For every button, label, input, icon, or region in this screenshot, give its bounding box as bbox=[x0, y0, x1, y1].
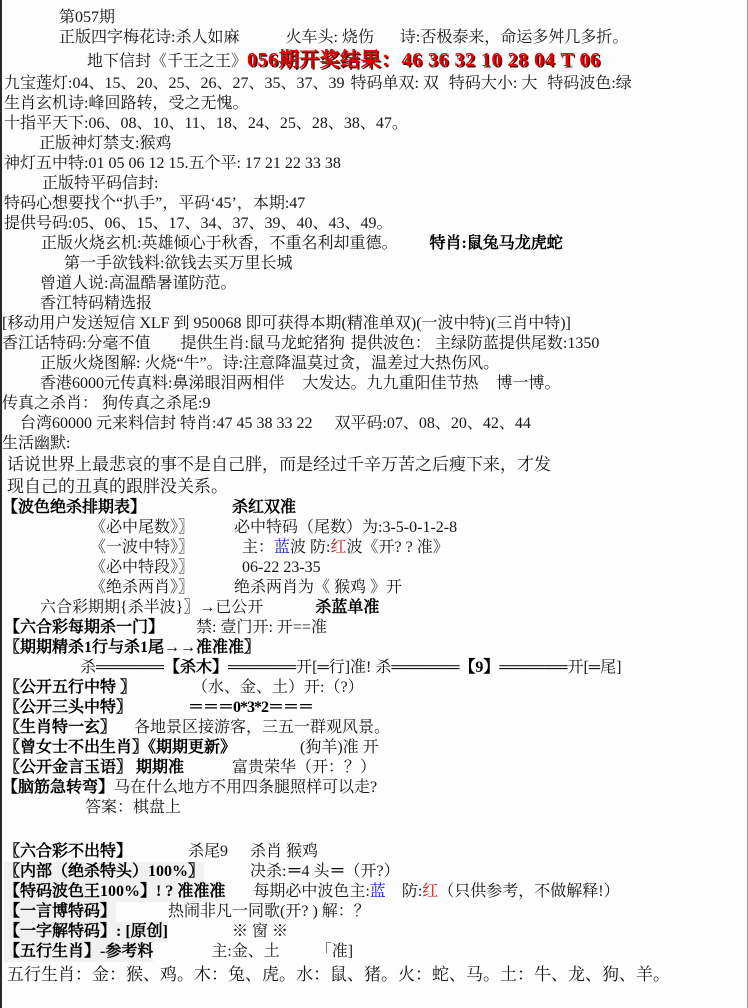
underground-envelope-result bbox=[2, 48, 747, 74]
no-special bbox=[2, 842, 747, 862]
text-segment: 台湾60000 元来料信封 特肖:47 45 38 33 22 bbox=[20, 415, 313, 432]
text-segment: 〖公开三头中特〗 bbox=[4, 699, 133, 716]
text-segment: 杀══════ bbox=[80, 659, 165, 676]
kill-two-zodiac bbox=[2, 578, 747, 598]
text-segment: 地下信封《千王之王》 bbox=[87, 53, 248, 70]
text-segment: 决杀: bbox=[250, 863, 287, 880]
text-segment: 杀蓝单准 bbox=[315, 599, 380, 616]
zodiac-mystery-poem bbox=[2, 94, 747, 114]
text-segment: 〖期期精杀1行与杀1尾→→准准准〗 bbox=[4, 639, 261, 656]
text-segment: 富贵荣华（开：？） bbox=[232, 759, 377, 776]
sms-notice bbox=[2, 314, 747, 334]
first-hand-money bbox=[2, 254, 747, 274]
xiangjiang-special-code bbox=[2, 334, 747, 354]
fire-diagram bbox=[2, 354, 747, 374]
life-humor-text-1 bbox=[2, 454, 747, 476]
text-segment: 《必中尾数》〗 bbox=[90, 519, 195, 536]
text-segment: 4 头 bbox=[301, 863, 330, 880]
text-segment: (狗羊)准 开 bbox=[300, 739, 379, 756]
text-segment: 正版火烧玄机:英雄倾心于秋香，不重名利却重德。 bbox=[41, 235, 398, 252]
draw-result-text: 056期开奖结果：46 36 32 10 28 04 T 06 bbox=[247, 49, 601, 71]
text-segment: 话说世界上最悲哀的事不是自己胖，而是经过千辛万苦之后瘦下来，才发 bbox=[7, 455, 551, 474]
five-elements-special bbox=[2, 678, 747, 698]
text-segment: 提供号码:05、06、15、17、34、37、39、40、43、49。 bbox=[4, 215, 393, 232]
text-segment: 蓝 bbox=[369, 883, 386, 900]
text-segment: ══════开[═行]准! 杀══════ bbox=[228, 659, 460, 676]
text-segment: 大发达。九九重阳佳节热 bbox=[302, 375, 479, 392]
one-phrase-special bbox=[2, 902, 747, 922]
hk-fax-material bbox=[2, 374, 747, 394]
text-segment: ＝＝＝0*3*2＝＝＝ bbox=[188, 699, 314, 716]
text-segment: 特肖:鼠兔马龙虎蛇 bbox=[429, 235, 563, 252]
text-segment: 【波色绝杀排期表】 bbox=[2, 499, 147, 516]
text-segment: 答案：棋盘上 bbox=[85, 799, 182, 816]
kill-row-and-tail bbox=[2, 638, 747, 658]
taiwan-material bbox=[2, 414, 747, 434]
text-segment: 曾道人说:高温酷暑谨防范。 bbox=[40, 275, 237, 292]
text-segment: 正版特平码信封: bbox=[42, 175, 159, 192]
text-segment: 第057期 bbox=[59, 9, 116, 26]
text-segment: 《必中特段》〗 bbox=[90, 559, 195, 576]
text-segment: 热闹非凡一同歌(开? ) 解：？ bbox=[168, 903, 370, 920]
brain-teaser bbox=[2, 778, 747, 798]
five-element-zodiac-detail bbox=[2, 964, 747, 986]
zodiac-one-mystery bbox=[2, 718, 747, 738]
text-segment: 特码波色:绿 bbox=[547, 75, 632, 92]
kill-half-wave bbox=[2, 598, 747, 618]
text-segment: 【六合彩每期杀一门】 bbox=[4, 619, 165, 636]
text-segment: ＝ bbox=[286, 863, 302, 880]
text-segment: 现自己的丑真的跟胖没关系。 bbox=[7, 477, 228, 496]
ms-zeng-zodiac bbox=[2, 738, 747, 758]
text-segment: 【9】 bbox=[459, 659, 500, 676]
one-char-special bbox=[2, 922, 747, 942]
wave-color-king bbox=[2, 882, 747, 902]
text-segment: 生活幽默: bbox=[2, 435, 71, 452]
text-segment: 防: bbox=[385, 883, 423, 900]
text-segment: 香港6000元传真料:鼻涕眼泪两相伴 bbox=[40, 375, 285, 392]
text-segment: 〖公开五行中特 〗 bbox=[4, 679, 137, 696]
text-segment: 《一波中特》〗 bbox=[90, 539, 195, 556]
text-segment: 正版神灯禁支:猴鸡 bbox=[39, 135, 172, 152]
text-segment: 诗:否极泰来，命运多舛几多折。 bbox=[399, 29, 629, 46]
text-segment: 特码心想要找个“扒手”，平码‘45’，本期:47 bbox=[4, 195, 306, 212]
golden-words bbox=[2, 758, 747, 778]
text-segment: 香江特码精选报 bbox=[40, 295, 153, 312]
text-segment: 九宝莲灯:04、15、20、25、26、27、35、37、39 bbox=[4, 75, 345, 92]
text-segment: 十指平天下:06、08、10、11、18、24、25、28、38、47。 bbox=[4, 115, 408, 132]
text-segment: 红 bbox=[330, 539, 347, 556]
text-segment: 〖生肖特一玄〗 bbox=[4, 719, 117, 736]
life-humor-title bbox=[2, 434, 747, 454]
color-kill-schedule bbox=[2, 498, 747, 518]
text-segment: 博一博。 bbox=[496, 375, 561, 392]
text-segment: 神灯五中特:01 05 06 12 15.五个平: 17 21 22 33 38 bbox=[4, 155, 341, 172]
text-segment: 波《开? ? 准》 bbox=[346, 539, 449, 556]
text-segment: 06-22 23-35 bbox=[242, 559, 321, 576]
text-segment: 〖公开金言玉语〗 期期准 bbox=[4, 759, 185, 776]
one-wave-special bbox=[2, 538, 747, 558]
text-segment: 生肖玄机诗:峰回路转，受之无愧。 bbox=[4, 95, 249, 112]
text-segment: 杀红双准 bbox=[232, 499, 297, 516]
text-segment: （只供参考，不做解释!） bbox=[438, 883, 620, 900]
special-flat-envelope bbox=[2, 174, 747, 194]
special-code-hint bbox=[2, 194, 747, 214]
text-segment: 【杀木】 bbox=[164, 659, 229, 676]
nine-treasure-lamp bbox=[2, 74, 747, 94]
text-segment: 杀尾9 bbox=[188, 843, 229, 860]
text-segment: 正版四字梅花诗:杀人如麻 bbox=[59, 29, 240, 46]
xiangjiang-report-title bbox=[2, 294, 747, 314]
text-segment: 【五行生肖】-参考料 bbox=[4, 943, 154, 960]
kill-wood-line bbox=[2, 658, 747, 678]
text-segment: 提供波色： 主绿防蓝提供尾数:1350 bbox=[350, 335, 600, 352]
lamp-five-special bbox=[2, 154, 747, 174]
lamp-forbidden-zodiac bbox=[2, 134, 747, 154]
provided-numbers bbox=[2, 214, 747, 234]
kill-one-door bbox=[2, 618, 747, 638]
text-segment: 【特码波色王100%】! ? 准准准 bbox=[4, 883, 226, 900]
ten-fingers-numbers bbox=[2, 114, 747, 134]
text-segment: 〖内部（绝杀特头）100%〗 bbox=[4, 863, 205, 880]
text-segment: 《绝杀两肖》〗 bbox=[90, 579, 195, 596]
must-hit-tail bbox=[2, 518, 747, 538]
text-segment: 火车头: 烧伤 bbox=[285, 29, 374, 46]
life-humor-text-2 bbox=[2, 476, 747, 498]
text-segment: 必中特码（尾数）为:3-5-0-1-2-8 bbox=[234, 519, 458, 536]
brain-teaser-answer bbox=[2, 798, 747, 818]
text-segment: 「准] bbox=[315, 943, 354, 960]
text-segment: 香江话特码:分毫不值 bbox=[2, 335, 151, 352]
text-segment: 提供生肖:鼠马龙蛇猪狗 bbox=[180, 335, 345, 352]
zengdao-says bbox=[2, 274, 747, 294]
text-segment: 双平码:07、08、20、42、44 bbox=[334, 415, 531, 432]
text-segment: 杀肖 猴鸡 bbox=[250, 843, 319, 860]
text-segment: 特码单双: 双 bbox=[350, 75, 439, 92]
text-segment: 主： bbox=[242, 539, 275, 556]
text-segment: 各地景区接游客，三五一群观风景。 bbox=[134, 719, 391, 736]
text-segment: 传真之杀肖： 狗传真之杀尾:9 bbox=[2, 395, 211, 412]
text-segment: 〖六合彩不出特】 bbox=[4, 843, 133, 860]
text-segment: 绝杀两肖为《 猴鸡 》开 bbox=[234, 579, 403, 596]
text-segment: 【一言博特码】 bbox=[4, 903, 117, 920]
must-hit-segment bbox=[2, 558, 747, 578]
text-segment: 【脑筋急转弯】 bbox=[2, 779, 115, 796]
text-segment: 主:金、土 bbox=[211, 943, 280, 960]
text-segment: 蓝 bbox=[274, 539, 291, 556]
text-segment: 红 bbox=[422, 883, 439, 900]
three-heads-special bbox=[2, 698, 747, 718]
fax-kill-zodiac bbox=[2, 394, 747, 414]
text-segment: 禁: 壹门开: 开==准 bbox=[196, 619, 327, 636]
text-segment: 特码大小: 大 bbox=[448, 75, 538, 92]
text-segment: （水、金、土）开:（?） bbox=[192, 679, 364, 696]
issue-number bbox=[2, 8, 747, 28]
text-segment: 【一字解特码】: [原创] bbox=[4, 923, 168, 940]
fire-mystery bbox=[2, 234, 747, 254]
text-segment: ※ 窗 ※ bbox=[232, 923, 289, 940]
text-segment: 六合彩期期{杀半波}〗→已公开 bbox=[40, 599, 264, 616]
text-segment: [移动用户发送短信 XLF 到 950068 即可获得本期(精准单双)(一波中特)(三肖中特)] bbox=[2, 315, 571, 332]
internal-kill-head bbox=[2, 862, 747, 882]
text-segment: 波 防: bbox=[290, 539, 331, 556]
text-segment: 马在什么地方不用四条腿照样可以走? bbox=[114, 779, 378, 796]
text-segment: 每期必中波色主: bbox=[253, 883, 370, 900]
text-segment: ＝ bbox=[329, 863, 345, 880]
text-segment: 正版火烧图解: 火烧“牛”。诗:注意降温莫过贪，温差过大热伤风。 bbox=[40, 355, 500, 372]
five-element-zodiac bbox=[2, 942, 747, 962]
text-segment: （开?） bbox=[344, 863, 400, 880]
plum-blossom-poem bbox=[2, 28, 747, 48]
text-segment: 第一手欲钱料:欲钱去买万里长城 bbox=[64, 255, 293, 272]
text-segment: 五行生肖：金：猴、鸡。木：兔、虎。水：鼠、猪。火：蛇、马。土：牛、龙、狗、羊。 bbox=[7, 965, 670, 984]
text-segment: ══════开[═尾] bbox=[499, 659, 622, 676]
text-segment: 〖曾女士不出生肖〗《期期更新》 bbox=[4, 739, 237, 756]
